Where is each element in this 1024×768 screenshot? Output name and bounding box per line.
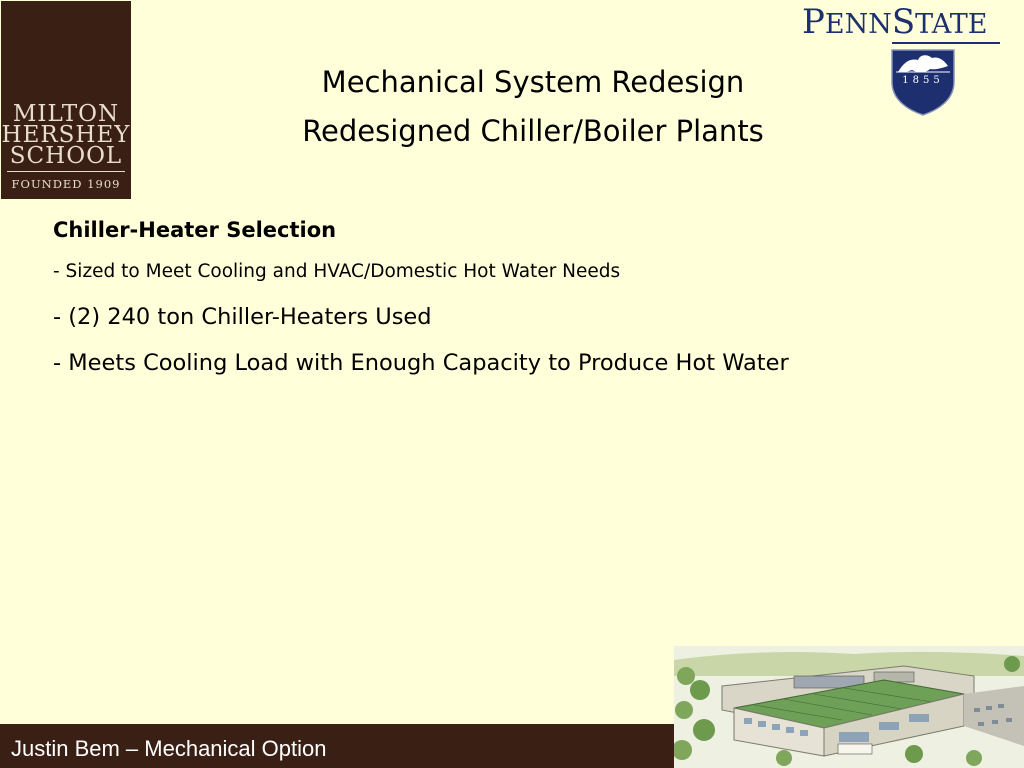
bullet-item: - (2) 240 ton Chiller-Heaters Used xyxy=(53,304,432,330)
milton-hershey-school-logo xyxy=(1,1,131,199)
logo-divider xyxy=(7,171,125,172)
bullet-item: - Sized to Meet Cooling and HVAC/Domestic Hot Water Needs xyxy=(53,261,621,282)
logo-founded: FOUNDED 1909 xyxy=(11,177,121,191)
section-heading: Chiller-Heater Selection xyxy=(53,218,337,242)
shield-year: 1855 xyxy=(902,75,944,86)
penn-state-wordmark: PENNSTATE xyxy=(802,2,988,42)
bullet-item: - Meets Cooling Load with Enough Capacity to Produce Hot Water xyxy=(53,350,789,376)
slide-subtitle: Redesigned Chiller/Boiler Plants xyxy=(302,114,764,148)
building-rendering-image xyxy=(674,646,1024,768)
footer-bar xyxy=(0,724,676,768)
logo-line-1: MILTON xyxy=(12,101,120,127)
logo-line-2: HERSHEY xyxy=(1,122,131,148)
penn-state-logo xyxy=(800,2,1002,120)
footer-text: Justin Bem – Mechanical Option xyxy=(11,736,327,761)
wordmark-rule xyxy=(892,42,1000,44)
slide-title: Mechanical System Redesign xyxy=(321,65,745,99)
logo-line-3: SCHOOL xyxy=(9,143,123,169)
building-sketch-icon xyxy=(674,646,1024,768)
